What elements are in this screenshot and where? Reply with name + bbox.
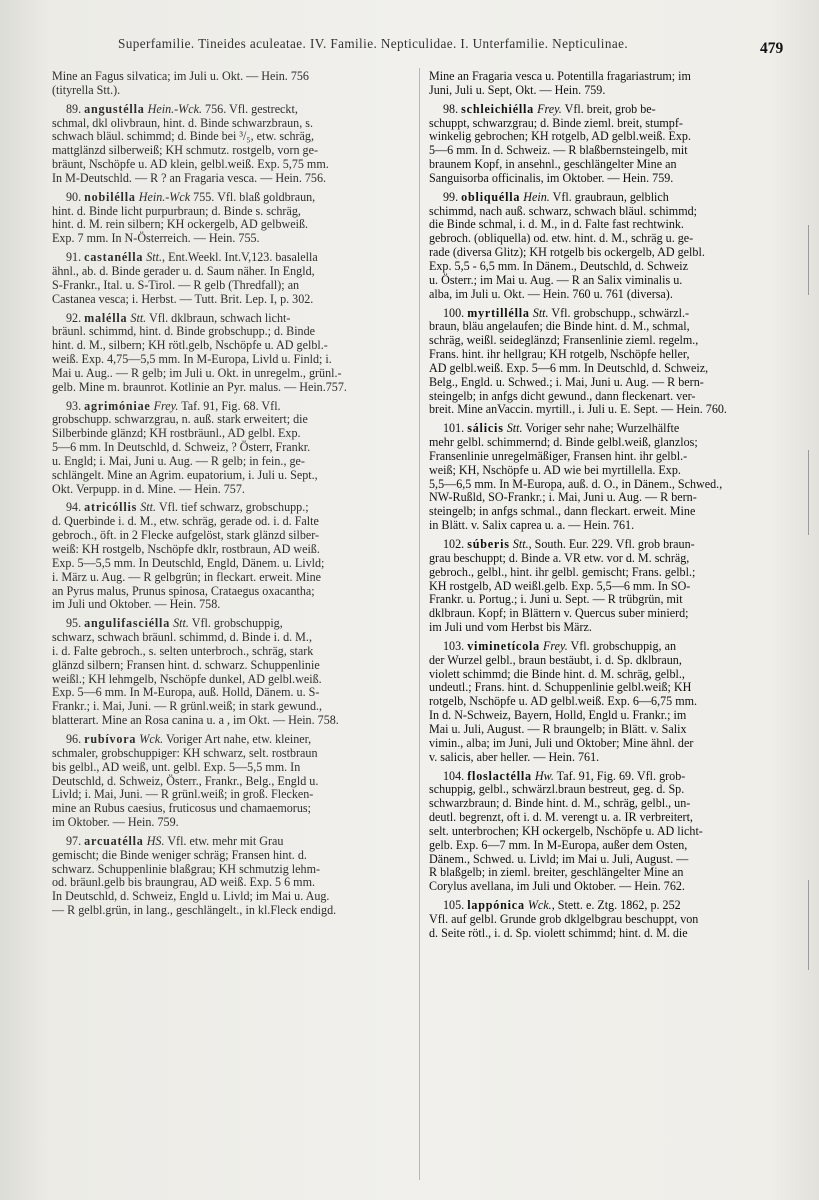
entry-line: gebroch., öft. in 2 Flecke aufgelöst, stark glänzd silber- — [52, 528, 320, 543]
author-citation: Hein. — [523, 189, 550, 204]
entry-line: schuppig, gelbl., schwärzl.braun bestreut, geg. d. Sp. — [429, 782, 685, 797]
entry-line: an Pyrus malus, Prunus spinosa, Crataegus oxacantha; — [52, 583, 315, 598]
entry-line — [429, 422, 797, 436]
entry-line: schwarzbraun; d. Binde hint. d. M., schräg, gelbl., un- — [429, 796, 691, 811]
entry-text: Vfl. grobschuppig, — [191, 616, 283, 631]
entry-line — [429, 307, 797, 321]
entry-number: 103. — [443, 638, 465, 653]
author-citation: Stt. — [532, 305, 549, 320]
entry-line — [52, 251, 412, 265]
species-entry-90 — [52, 191, 412, 246]
entry-line: Vfl. auf gelbl. Grunde grob dklgelbgrau beschuppt, von — [429, 911, 699, 926]
entry-line — [52, 617, 412, 631]
entry-number: 102. — [443, 537, 465, 551]
species-name: myrtilléllа — [467, 305, 530, 320]
entry-line: d. Querbinde i. d. M., etw. schräg, gerade od. i. d. Falte — [52, 514, 319, 529]
entry-line — [429, 191, 797, 205]
entry-line: u. Engld; i. Mai, Juni u. Aug. — R gelb; in fein., ge- — [52, 453, 305, 468]
entry-line: AD gelbl.weiß. Exp. 5—6 mm. In Deutschld, d. Schweiz, — [429, 360, 709, 375]
entry-line: Juni, Juli u. Sept, Okt. — Hein. 759. — [429, 82, 606, 97]
entry-line: In M-Deutschld. — R ? an Fragaria vesca. — Hein. 756. — [52, 170, 327, 185]
entry-line: mehr gelbl. schimmernd; d. Binde gelbl.weiß, glanzlos; — [429, 435, 698, 450]
author-citation: Wck. — [139, 731, 164, 746]
entry-line: im Oktober. — Hein. 759. — [52, 815, 179, 830]
entry-line: Belg., Engld. u. Schwed.; i. Mai, Juni u. Aug. — R bern- — [429, 374, 704, 389]
entry-line: glänzd silbern; Fransen hint. d. schwarz. Schuppenlinie — [52, 657, 320, 672]
entry-text: Taf. 91, Fig. 69. Vfl. grob- — [556, 768, 686, 783]
entry-line: schwarz. Schuppenlinie blaßgrau; KH schmutzig lehm- — [52, 861, 321, 876]
entry-number: 94. — [66, 500, 82, 515]
entry-line: Corylus avellana, im Juli und Oktober. — Hein. 762. — [429, 879, 685, 894]
entry-line: hint. d. M. rein silbern; KH ockergelb, AD gelbweiß. — [52, 217, 309, 232]
entry-line: grobschupp. schwarzgrau, n. auß. stark erweitert; die — [52, 412, 308, 427]
entry-line: ähnl., ab. d. Binde gerader u. d. Saum näher. In Engld, — [52, 263, 315, 278]
author-citation: Wck. — [527, 898, 552, 913]
species-entry-96 — [52, 733, 412, 830]
entry-line: Frankr.; i. Mai, Juni. — R grünl.weiß; in stark gewund., — [52, 699, 323, 714]
entry-line — [429, 538, 797, 552]
entry-line: weiß: KH rostgelb, Nschöpfe dklr, rostbraun, AD weiß. — [52, 542, 320, 556]
entry-text: , South. Eur. 229. Vfl. grob braun- — [528, 537, 695, 551]
species-entry-100 — [429, 307, 797, 418]
species-name: angulifasciélla — [84, 616, 171, 631]
entry-line: S-Frankr., Ital. u. S-Tirol. — R gelb (Thredfall); an — [52, 277, 300, 292]
margin-pencil-mark — [808, 880, 809, 970]
entry-line: hint. d. M., silbern; KH rötl.gelb, Nschöpfe u. AD gelbl.- — [52, 338, 328, 353]
species-entry-105 — [429, 899, 797, 941]
entry-line — [429, 103, 797, 117]
entry-line: i. März u. Aug. — R gelbgrün; in fleckart. erweit. Mine — [52, 569, 322, 584]
entry-line: vimin., alba; im Juni, Juli und Oktober; Mine ähnl. der — [429, 735, 694, 750]
entry-line: schlängelt. Mine an Agrim. eupatorium, i. Juli u. Sept., — [52, 467, 318, 482]
entry-number: 101. — [443, 421, 465, 436]
entry-text: Taf. 91, Fig. 68. Vfl. — [181, 398, 281, 413]
entry-line: weiß; KH, Nschöpfe u. AD wie bei myrtillella. Exp. — [429, 462, 681, 477]
author-citation: Stt. — [130, 310, 147, 325]
species-name: obliquélla — [461, 189, 521, 204]
entry-line: die Binde schmal, i. d. M., in d. Falte fast rechtwink. — [429, 217, 684, 232]
entry-line: — R gelbl.grün, in lang., geschlängelt., in kl.Fleck endigd. — [52, 903, 337, 918]
entry-text: Vfl. breit, grob be- — [564, 101, 656, 116]
entry-line: Exp. 5—5,5 mm. In Deutschld, Engld, Dänem. u. Livld; — [52, 555, 325, 570]
entry-number: 89. — [66, 101, 82, 116]
species-name: castanélla — [84, 250, 144, 265]
entry-line: selt. unterbrochen; KH ockergelb, Nschöpfe u. AD licht- — [429, 823, 703, 838]
species-entry-93 — [52, 400, 412, 497]
margin-pencil-mark — [808, 450, 809, 535]
entry-text: Vfl. etw. mehr mit Grau — [167, 833, 284, 848]
species-entry-104 — [429, 770, 797, 895]
entry-text: Vfl. tief schwarz, grobschupp.; — [158, 500, 309, 515]
entry-line: winkelig gebrochen; KH rotgelb, AD gelbl.weiß. Exp. — [429, 129, 691, 144]
entry-line: im Juli und vom Herbst bis März. — [429, 620, 592, 635]
author-citation: Frey. — [537, 101, 562, 116]
entry-line: rotgelb, Nschöpfe u. AD gelbl.weiß. Exp. 6—6,75 mm. — [429, 694, 698, 709]
entry-line: gebroch. (obliquella) od. etw. hint. d. M., schräg u. ge- — [429, 231, 694, 246]
entry-line: schimmd, nach auß. schwarz, schwach bläul. schimmd; — [429, 203, 698, 218]
entry-line — [52, 501, 412, 515]
entry-text: Vfl. graubraun, gelblich — [552, 189, 669, 204]
entry-line: im Juli und Oktober. — Hein. 758. — [52, 597, 221, 612]
species-name: atricóllis — [84, 500, 138, 515]
entry-text: Vfl. grobschupp., schwärzl.- — [551, 305, 690, 320]
author-citation: Stt. — [140, 500, 156, 515]
species-name: schleichiélla — [461, 101, 535, 116]
author-citation: Stt. — [173, 616, 189, 631]
species-name: floslactélla — [467, 768, 532, 783]
entry-line: Castanea vesca; i. Herbst. — Tutt. Brit. Lep. I, p. 302. — [52, 291, 314, 306]
entry-line: schuppt, schwarzgrau; d. Binde zieml. breit, stumpf- — [429, 115, 683, 130]
entry-line: Mai u. Juli, August. — R braungelb; in Blätt. v. Salix — [429, 721, 687, 736]
species-entry-91 — [52, 251, 412, 306]
entry-line: 5,5—6,5 mm. In M-Europa, auß. d. O., in Dänem., Schwed., — [429, 476, 723, 491]
entry-line: grau beschuppt; d. Binde a. VR etw. vor d. M. schräg, — [429, 550, 690, 565]
entry-line: blatterart. Mine an Rosa canina u. a , im Okt. — Hein. 758. — [52, 713, 339, 728]
entry-text: Voriger sehr nahe; Wurzelhälfte — [525, 421, 680, 436]
entry-line: steingelb; in anfgs schmal., dann fleckart. erweit. Mine — [429, 504, 696, 519]
species-name: lappónica — [467, 898, 525, 913]
entry-line: alba, im Juli u. Okt. — Hein. 760 u. 761 (diversa). — [429, 286, 673, 301]
entry-line — [52, 191, 412, 205]
entry-line: mattglänzd silberweiß; KH schmutz. rostgelb, vorn ge- — [52, 143, 318, 158]
author-citation: HS. — [146, 833, 165, 848]
entry-line: d. Seite rötl., i. d. Sp. violett schimmd; hint. d. M. die — [429, 925, 688, 940]
entry-number: 104. — [443, 768, 465, 783]
entry-number: 92. — [66, 310, 82, 325]
species-name: rubívora — [84, 731, 137, 746]
entry-line: In Deutschld, d. Schweiz, Engld u. Livld; im Mai u. Aug. — [52, 889, 330, 904]
entry-line — [429, 899, 797, 913]
entry-line: Frans. hint. ihr hellgrau; KH rotgelb, Nschöpfe heller, — [429, 347, 690, 362]
entry-line: weißl.; KH lehmgelb, Nschöpfe dunkel, AD gelbl.weiß. — [52, 671, 322, 686]
running-head: Superfamilie. Tineides aculeatae. IV. Familie. Nepticulidae. I. Unterfamilie. Nepticulinae. — [118, 36, 629, 51]
entry-text: 756. Vfl. gestreckt, — [205, 101, 298, 116]
entry-number: 90. — [66, 189, 82, 204]
entry-line — [52, 733, 412, 747]
entry-line: 5—6 mm. In Deutschld, d. Schweiz, ? Österr, Frankr. — [52, 440, 311, 455]
entry-line: dklbraun. Kopf; in Blättern v. Quercus suber minierd; — [429, 606, 689, 621]
species-name: agrimóniae — [84, 398, 151, 413]
entry-line: Exp. 5—6 mm. In M-Europa, auß. Holld, Dänem. u. S- — [52, 685, 320, 700]
entry-line: schwach bläul. schimmd; d. Binde bei ³/₅, etw. schräg, — [52, 129, 314, 144]
author-citation: Frey. — [542, 638, 568, 653]
species-name: viminetícola — [467, 638, 540, 653]
entry-number: 97. — [66, 833, 82, 848]
page-number: 479 — [760, 40, 784, 57]
entry-text: Vfl. grobschuppig, an — [570, 638, 677, 653]
entry-line — [52, 103, 412, 117]
entry-line: braun, bläu angelaufen; die Binde hint. d. M., schmal, — [429, 319, 690, 334]
entry-line: Silberbinde glänzd; KH rostbräunl., AD gelbl. Exp. — [52, 426, 301, 441]
species-name: angustélla — [84, 101, 145, 116]
entry-number: 96. — [66, 731, 82, 746]
entry-line: R blaßgelb; in zieml. breiter, geschlängelter Mine an — [429, 865, 684, 880]
entry-line: 5—6 mm. In d. Schweiz. — R blaßbernsteingelb, mit — [429, 143, 688, 158]
entry-number: 99. — [443, 189, 459, 204]
entry-line: Sanguisorba officinalis, im Oktober. — Hein. 759. — [429, 170, 674, 185]
left-column — [52, 70, 412, 923]
entry-text: Vfl. dklbraun, schwach licht- — [149, 310, 291, 325]
entry-line: der Wurzel gelbl., braun bestäubt, i. d. Sp. dklbraun, — [429, 652, 682, 667]
entry-line: (tityrella Stt.). — [52, 82, 121, 97]
author-citation: Frey. — [153, 398, 179, 413]
species-entry-92 — [52, 312, 412, 395]
entry-line: Fransenlinie unregelmäßiger, Fransen hint. ihr gelbl.- — [429, 448, 688, 463]
entry-text: 755. Vfl. blaß goldbraun, — [193, 189, 316, 204]
entry-line: Livld; i. Mai, Juni. — R grünl.weiß; in groß. Flecken- — [52, 787, 314, 802]
species-name: nobiléllа — [84, 189, 136, 204]
entry-line: Exp. 5,5 - 6,5 mm. In Dänem., Deutschld, d. Schweiz — [429, 258, 688, 273]
species-name: súberis — [467, 537, 510, 551]
margin-pencil-mark — [808, 225, 809, 295]
species-entry-99 — [429, 191, 797, 302]
species-name: arcuatélla — [84, 833, 144, 848]
entry-line: hint. d. Binde licht purpurbraun; d. Binde s. schräg, — [52, 203, 301, 218]
entry-line: gebroch., gelbl., hint. ihr gelbl. gemischt; Frans. gelbl.; — [429, 564, 696, 579]
author-citation: Stt. — [512, 537, 529, 551]
author-citation: Hw. — [534, 768, 554, 783]
entry-line: schmaler, grobschuppiger: KH schwarz, selt. rostbraun — [52, 745, 318, 760]
entry-line: undeutl.; Frans. hint. d. Schuppenlinie gelbl.weiß; KH — [429, 680, 692, 695]
entry-line: NW-Rußld, SO-Frankr.; i. Mai, Juni u. Aug. — R bern- — [429, 490, 697, 505]
entry-line: gelb. Exp. 6—7 mm. In M-Europa, außer dem Osten, — [429, 837, 688, 852]
entry-line: v. salicis, aber heller. — Hein. 761. — [429, 749, 600, 764]
entry-text: , Ent.Weekl. Int.V,123. basalella — [162, 250, 318, 265]
entry-line: mine an Rubus caesius, fruticosus und chamaemorus; — [52, 801, 311, 816]
entry-line: bräunt, Nschöpfe u. AD klein, gelbl.weiß. Exp. 5,75 mm. — [52, 157, 329, 172]
entry-line: gelb. Mine m. braunrot. Kotlinie an Pyr. malus. — Hein.757. — [52, 379, 347, 394]
species-entry-89 — [52, 103, 412, 186]
entry-line: breit. Mine anVaccin. myrtill., i. Juli u. E. Sept. — Hein. 760. — [429, 402, 727, 417]
entry-line: u. Österr.; im Mai u. Aug. — R an Salix viminalis u. — [429, 272, 683, 287]
species-entry-97 — [52, 835, 412, 918]
entry-line: Mai u. Aug.. — R gelb; im Juli u. Okt. in unregelm., grünl.- — [52, 365, 342, 380]
author-citation: Hein.-Wck — [138, 189, 191, 204]
entry-number: 100. — [443, 305, 465, 320]
species-entry-103 — [429, 640, 797, 765]
entry-line: od. bräunl.gelb bis braungrau, AD weiß. Exp. 5 6 mm. — [52, 875, 315, 890]
entry-line: Exp. 7 mm. In N-Österreich. — Hein. 755. — [52, 231, 260, 246]
entry-line: weiß. Exp. 4,75—5,5 mm. In M-Europa, Livld u. Finld; i. — [52, 352, 332, 367]
continuation-text — [52, 70, 412, 98]
entry-text: , Stett. e. Ztg. 1862, p. 252 — [551, 898, 681, 913]
entry-line: schräg, weißl. seideglänzd; Fransenlinie zieml. regelm., — [429, 333, 699, 348]
column-divider — [419, 68, 420, 1180]
entry-line — [52, 312, 412, 326]
continuation-text — [429, 70, 797, 98]
species-entry-95 — [52, 617, 412, 728]
entry-line: i. d. Falte gebroch., s. selten unterbroch., schräg, stark — [52, 643, 314, 658]
author-citation: Stt. — [146, 250, 163, 265]
entry-line: bräunl. schimmd, hint. d. Binde grobschupp.; d. Binde — [52, 324, 316, 339]
entry-line: rade (diversa Glitz); KH rotgelb bis ockergelb, AD gelbl. — [429, 245, 705, 260]
entry-line: gemischt; die Binde weniger schräg; Fransen hint. d. — [52, 847, 307, 862]
entry-number: 91. — [66, 250, 82, 265]
entry-line — [52, 400, 412, 414]
entry-line: in Blätt. v. Salix caprea u. a. — Hein. 761. — [429, 518, 635, 533]
entry-line: braunem Kopf, in ansehnl., geschlängelter Mine an — [429, 157, 677, 172]
entry-line: bis gelbl., AD weiß, unt. gelbl. Exp. 5—5,5 mm. In — [52, 759, 301, 774]
entry-line: deutl. begrenzt, oft i. d. M. verengt u. a. IR verbreitert, — [429, 810, 693, 825]
author-citation: Hein.-Wck. — [147, 101, 203, 116]
right-column — [429, 70, 797, 946]
entry-line — [429, 640, 797, 654]
species-entry-98 — [429, 103, 797, 186]
entry-line: Frankr. u. Portug.; i. Juni u. Sept. — R trübgrün, mit — [429, 592, 683, 607]
entry-line: Mine an Fagus silvatica; im Juli u. Okt. — Hein. 756 — [52, 69, 309, 83]
entry-line: KH rostgelb, AD weißl.gelb. Exp. 5,5—6 mm. In SO- — [429, 578, 691, 593]
entry-number: 93. — [66, 398, 82, 413]
species-entry-94 — [52, 501, 412, 612]
entry-line: steingelb; in anfgs dicht gewund., dann fleckenart. ver- — [429, 388, 696, 403]
entry-line: schwarz, schwach bräunl. schimmd, d. Binde i. d. M., — [52, 630, 312, 645]
entry-number: 105. — [443, 898, 465, 913]
entry-line: In d. N-Schweiz, Bayern, Holld, Engld u. Frankr.; im — [429, 708, 687, 723]
entry-line: schmal, dkl olivbraun, hint. d. Binde schwarzbraun, s. — [52, 115, 313, 130]
entry-line: Deutschld, d. Schweiz, Österr., Frankr., Belg., Engld u. — [52, 773, 319, 788]
entry-line: Mine an Fragaria vesca u. Potentilla fragariastrum; im — [429, 69, 691, 83]
entry-line: Okt. Verpupp. in d. Mine. — Hein. 757. — [52, 481, 245, 496]
entry-number: 95. — [66, 616, 82, 631]
entry-line — [429, 770, 797, 784]
entry-line: violett schimmd; die Binde hint. d. M. schräg, gelbl., — [429, 666, 685, 681]
species-entry-101 — [429, 422, 797, 533]
author-citation: Stt. — [506, 421, 523, 436]
species-name: sálicis — [467, 421, 504, 436]
entry-line: Dänem., Schwed. u. Livld; im Mai u. Juli, August. — — [429, 851, 689, 866]
entry-text: Voriger Art nahe, etw. kleiner, — [165, 731, 312, 746]
species-entry-102 — [429, 538, 797, 635]
species-name: maléllа — [84, 310, 128, 325]
entry-line — [52, 835, 412, 849]
entry-number: 98. — [443, 101, 459, 116]
